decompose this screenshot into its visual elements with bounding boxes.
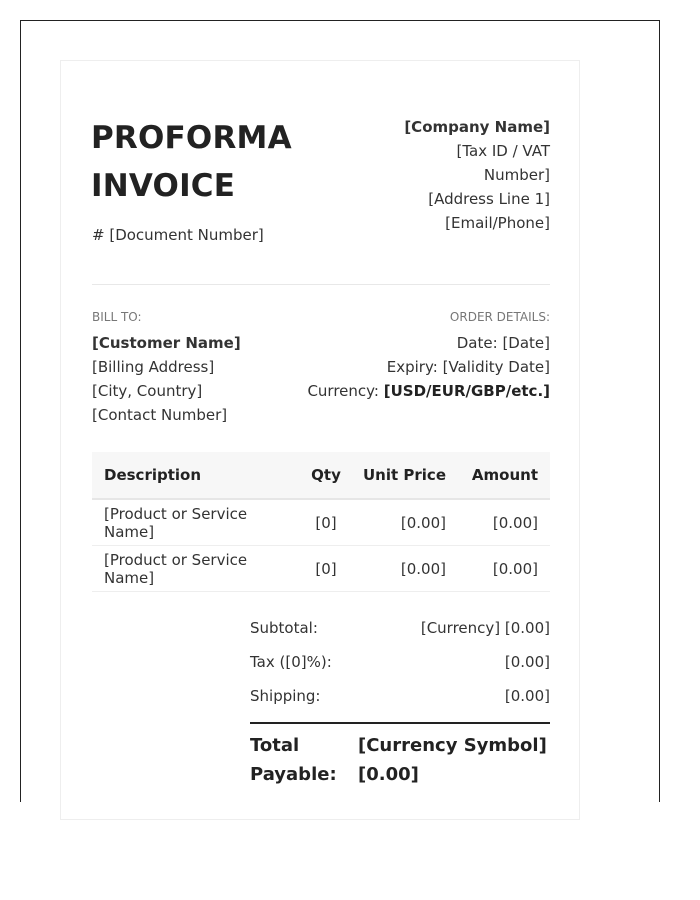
company-block	[400, 115, 550, 235]
shipping-label: Shipping:	[250, 687, 321, 705]
total-label-line1: Total	[250, 735, 300, 756]
subtotal-label: Subtotal:	[250, 619, 318, 637]
bill-to-label: BILL TO:	[92, 310, 142, 324]
header-unit-price: Unit Price	[346, 452, 458, 499]
row-description: [Product or Service Name]	[92, 499, 306, 546]
row-qty: [0]	[306, 546, 346, 592]
row-unit-price: [0.00]	[346, 499, 458, 546]
customer-name: [Customer Name]	[92, 334, 241, 352]
invoice-title	[91, 114, 341, 210]
city-country: [City, Country]	[92, 382, 203, 400]
row-amount: [0.00]	[458, 499, 550, 546]
company-contact: [Email/Phone]	[445, 214, 550, 232]
header-amount: Amount	[458, 452, 550, 499]
row-unit-price: [0.00]	[346, 546, 458, 592]
order-date-value: [Date]	[502, 334, 550, 352]
row-amount: [0.00]	[458, 546, 550, 592]
company-tax-id-line1: [Tax ID / VAT	[456, 142, 550, 160]
tax-row	[250, 650, 550, 684]
contact-number: [Contact Number]	[92, 406, 228, 424]
total-divider	[250, 722, 550, 724]
company-address: [Address Line 1]	[428, 190, 550, 208]
total-value-line1: [Currency Symbol]	[358, 735, 547, 756]
row-description: [Product or Service Name]	[92, 546, 306, 592]
order-details-block	[290, 309, 550, 403]
shipping-row	[250, 684, 550, 718]
table-row	[92, 546, 550, 592]
order-currency-row	[290, 379, 550, 403]
total-payable-value	[358, 731, 548, 789]
order-currency-value: [USD/EUR/GBP/etc.]	[383, 382, 550, 400]
header-description: Description	[92, 452, 306, 499]
tax-label: Tax ([0]%):	[250, 653, 332, 671]
order-expiry-label: Expiry:	[386, 358, 438, 376]
order-currency-label: Currency:	[307, 382, 379, 400]
bill-to-block	[92, 309, 241, 427]
billing-address: [Billing Address]	[92, 358, 215, 376]
invoice-title-line2: INVOICE	[91, 168, 236, 204]
invoice-title-line1: PROFORMA	[91, 120, 292, 156]
document-number: # [Document Number]	[92, 226, 264, 244]
table-row	[92, 499, 550, 546]
order-expiry-row	[290, 355, 550, 379]
company-name: [Company Name]	[404, 118, 550, 136]
subtotal-value: [Currency] [0.00]	[420, 619, 550, 637]
shipping-value: [0.00]	[504, 687, 550, 705]
order-date-row	[290, 331, 550, 355]
table-header-row	[92, 452, 550, 499]
total-value-line2: [0.00]	[358, 764, 419, 785]
row-qty: [0]	[306, 499, 346, 546]
header-divider	[92, 284, 550, 285]
header-qty: Qty	[306, 452, 346, 499]
order-details-label: ORDER DETAILS:	[449, 310, 550, 324]
total-payable-label	[250, 731, 350, 789]
totals-block	[250, 616, 550, 718]
company-tax-id-line2: Number]	[483, 166, 550, 184]
order-date-label: Date:	[456, 334, 498, 352]
subtotal-row	[250, 616, 550, 650]
line-items-table	[92, 452, 550, 592]
order-expiry-value: [Validity Date]	[442, 358, 550, 376]
total-label-line2: Payable:	[250, 764, 337, 785]
tax-value: [0.00]	[504, 653, 550, 671]
